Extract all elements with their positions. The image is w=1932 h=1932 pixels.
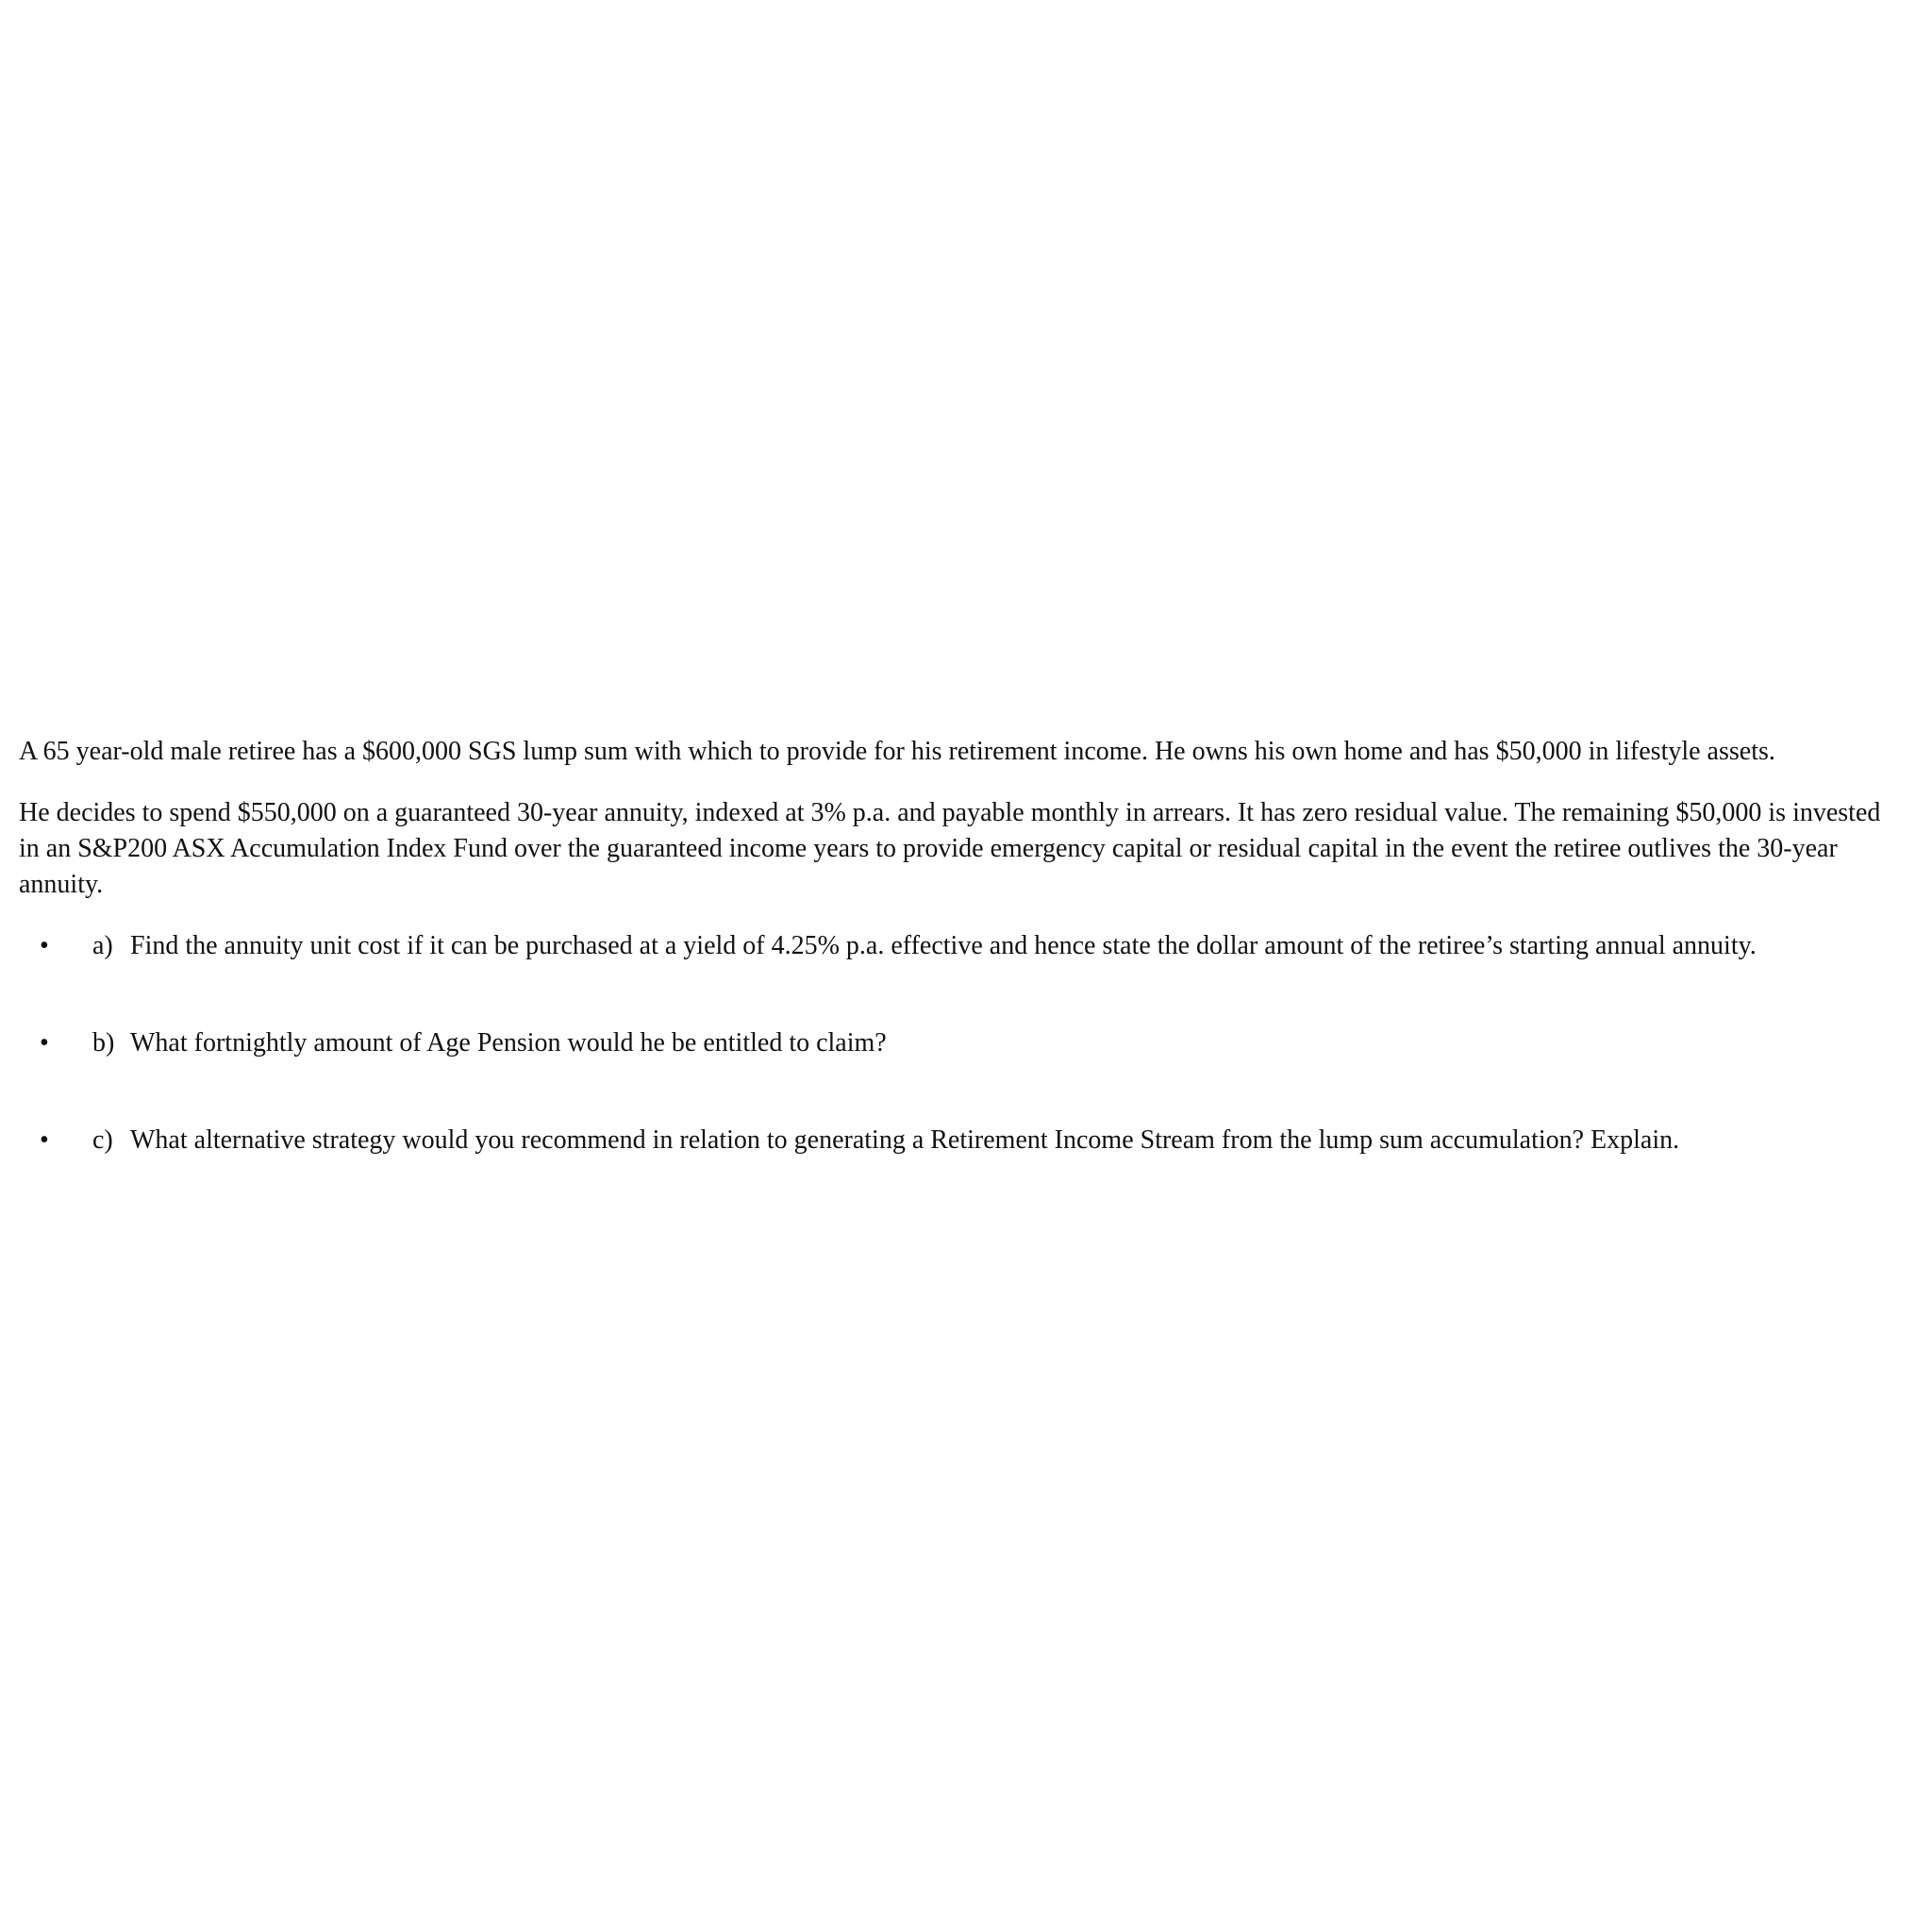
question-c bbox=[19, 1123, 1901, 1158]
question-b bbox=[19, 1025, 1901, 1061]
scenario-paragraph: He decides to spend $550,000 on a guaranteed 30-year annuity, indexed at 3% p.a. and payable monthly in arrears. It has zero residual value. The remaining $50,000 is invested in an S&P200 ASX Accumulation Index Fund over the guaranteed income years to provide emergency capital or residual capital in the event the retiree outlives the 30-year annuity. bbox=[19, 798, 1881, 899]
question-a bbox=[19, 928, 1901, 964]
question-list bbox=[19, 928, 1901, 1158]
document-body bbox=[19, 734, 1901, 1158]
question-label: c) bbox=[92, 1125, 113, 1155]
question-text: What alternative strategy would you recommend in relation to generating a Retirement Income Stream from the lump sum accumulation? Explain. bbox=[130, 1125, 1680, 1155]
question-text: Find the annuity unit cost if it can be purchased at a yield of 4.25% p.a. effective and hence state the dollar amount of the retiree’s starting annual annuity. bbox=[130, 931, 1757, 960]
question-label: b) bbox=[92, 1028, 115, 1058]
question-label: a) bbox=[92, 931, 113, 960]
bullet-icon: • bbox=[40, 931, 49, 960]
intro-paragraph: A 65 year-old male retiree has a $600,000 SGS lump sum with which to provide for his retirement income. He owns his own home and has $50,000 in lifestyle assets. bbox=[19, 737, 1775, 766]
bullet-icon: • bbox=[40, 1125, 49, 1155]
question-text: What fortnightly amount of Age Pension would he be entitled to claim? bbox=[130, 1028, 887, 1058]
bullet-icon: • bbox=[40, 1028, 49, 1058]
